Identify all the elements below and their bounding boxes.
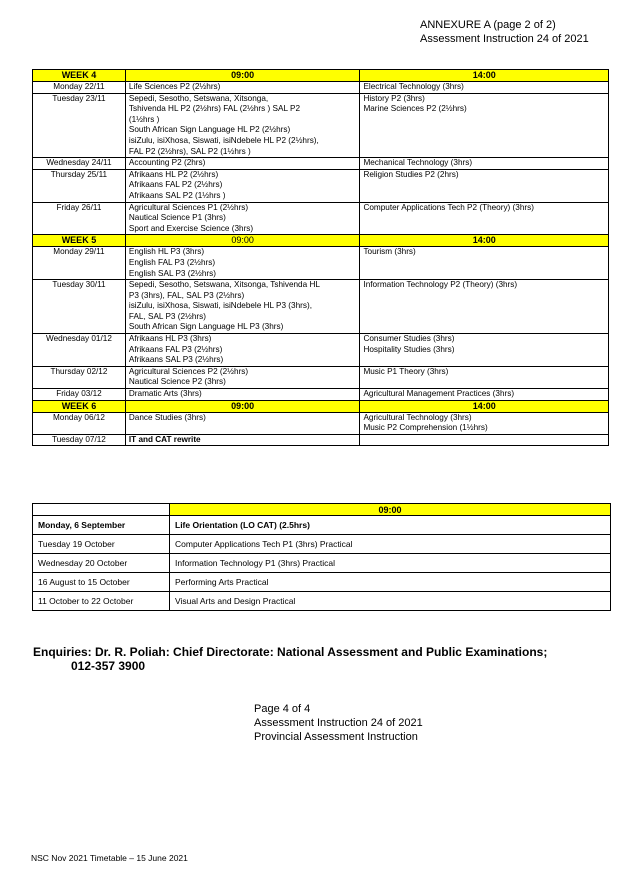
exam-entry: South African Sign Language HL P2 (2½hrs) bbox=[128, 125, 291, 135]
table-row bbox=[33, 516, 611, 535]
exam-entry: Agricultural Sciences P1 (2½hrs) bbox=[128, 202, 249, 212]
annexure-title: ANNEXURE A (page 2 of 2) bbox=[420, 19, 556, 31]
exam-entry: Sport and Exercise Science (3hrs) bbox=[128, 223, 254, 233]
table-row bbox=[33, 202, 609, 235]
exam-entry: Afrikaans HL P3 (3hrs) bbox=[128, 334, 212, 344]
morning-exams bbox=[125, 169, 360, 202]
afternoon-exams bbox=[360, 158, 609, 170]
morning-session-time: 09:00 bbox=[125, 70, 360, 82]
exam-entry: Agricultural Management Practices (3hrs) bbox=[363, 389, 515, 399]
practical-subject: Life Orientation (LO CAT) (2.5hrs) bbox=[170, 516, 611, 535]
exam-entry: Sepedi, Sesotho, Setswana, Xitsonga, Tshivenda HL bbox=[128, 280, 320, 290]
practicals-header-blank bbox=[33, 504, 170, 516]
page-footer bbox=[254, 702, 423, 744]
exam-timetable bbox=[32, 69, 609, 446]
exam-entry: P3 (3hrs), FAL, SAL P3 (2½hrs) bbox=[128, 290, 245, 300]
morning-exams bbox=[125, 412, 360, 434]
afternoon-exams bbox=[360, 334, 609, 367]
exam-entry: English SAL P3 (2½hrs) bbox=[128, 268, 216, 278]
week-header-row bbox=[33, 400, 609, 412]
exam-entry: Agricultural Technology (3hrs) bbox=[363, 412, 472, 422]
exam-entry: Music P1 Theory (3hrs) bbox=[363, 366, 449, 376]
afternoon-exams bbox=[360, 280, 609, 334]
exam-day: Wednesday 24/11 bbox=[33, 158, 126, 170]
afternoon-exams bbox=[360, 247, 609, 280]
exam-entry: Marine Sciences P2 (2½hrs) bbox=[363, 104, 467, 114]
practical-date: 16 August to 15 October bbox=[33, 573, 170, 592]
exam-entry: Electrical Technology (3hrs) bbox=[363, 82, 464, 91]
afternoon-session-time: 14:00 bbox=[360, 235, 609, 247]
exam-entry: Afrikaans SAL P3 (2½hrs) bbox=[128, 355, 224, 365]
exam-entry: Religion Studies P2 (2hrs) bbox=[363, 169, 459, 179]
afternoon-exams bbox=[360, 389, 609, 401]
practical-subject: Performing Arts Practical bbox=[170, 573, 611, 592]
annexure-header bbox=[420, 18, 620, 46]
exam-entry: FAL, SAL P3 (2½hrs) bbox=[128, 311, 206, 321]
table-row bbox=[33, 93, 609, 158]
exam-day: Monday 22/11 bbox=[33, 82, 126, 94]
practical-date: Wednesday 20 October bbox=[33, 554, 170, 573]
table-row bbox=[33, 366, 609, 388]
table-row bbox=[33, 412, 609, 434]
exam-entry: (1½hrs ) bbox=[128, 114, 160, 124]
exam-entry: History P2 (3hrs) bbox=[363, 93, 425, 103]
exam-day: Wednesday 01/12 bbox=[33, 334, 126, 367]
morning-exams bbox=[125, 247, 360, 280]
exam-day: Friday 26/11 bbox=[33, 202, 126, 235]
practical-subject: Information Technology P1 (3hrs) Practical bbox=[170, 554, 611, 573]
exam-entry: English HL P3 (3hrs) bbox=[128, 247, 205, 257]
exam-day: Friday 03/12 bbox=[33, 389, 126, 401]
exam-day: Thursday 02/12 bbox=[33, 366, 126, 388]
afternoon-exams bbox=[360, 169, 609, 202]
exam-entry: South African Sign Language HL P3 (3hrs) bbox=[128, 322, 284, 332]
practical-date: Monday, 6 September bbox=[33, 516, 170, 535]
practicals-time: 09:00 bbox=[170, 504, 611, 516]
practical-subject: Computer Applications Tech P1 (3hrs) Practical bbox=[170, 535, 611, 554]
morning-exams bbox=[125, 93, 360, 158]
exam-entry: Agricultural Sciences P2 (2½hrs) bbox=[128, 366, 249, 376]
exam-entry: Life Sciences P2 (2½hrs) bbox=[128, 82, 221, 91]
exam-entry: Dance Studies (3hrs) bbox=[128, 412, 206, 422]
table-row bbox=[33, 592, 611, 611]
morning-session-time: 09:00 bbox=[125, 400, 360, 412]
exam-day: Thursday 25/11 bbox=[33, 169, 126, 202]
exam-day: Tuesday 23/11 bbox=[33, 93, 126, 158]
table-row bbox=[33, 169, 609, 202]
exam-entry: Dramatic Arts (3hrs) bbox=[128, 389, 202, 399]
exam-day: Monday 06/12 bbox=[33, 412, 126, 434]
exam-entry: Afrikaans SAL P2 (1½hrs ) bbox=[128, 190, 226, 200]
document-reference: NSC Nov 2021 Timetable – 15 June 2021 bbox=[31, 853, 188, 863]
week-label: WEEK 6 bbox=[33, 400, 126, 412]
afternoon-exams bbox=[360, 366, 609, 388]
table-row bbox=[33, 280, 609, 334]
week-header-row bbox=[33, 70, 609, 82]
exam-entry: Afrikaans HL P2 (2½hrs) bbox=[128, 169, 219, 179]
afternoon-exams bbox=[360, 412, 609, 434]
afternoon-exams bbox=[360, 93, 609, 158]
exam-entry: English FAL P3 (2½hrs) bbox=[128, 257, 216, 267]
afternoon-exams bbox=[360, 434, 609, 446]
practicals-header-row bbox=[33, 504, 611, 516]
week-label: WEEK 4 bbox=[33, 70, 126, 82]
exam-entry: IT and CAT rewrite bbox=[128, 434, 201, 444]
table-row bbox=[33, 434, 609, 446]
exam-entry: Afrikaans FAL P3 (2½hrs) bbox=[128, 344, 223, 354]
practical-date: 11 October to 22 October bbox=[33, 592, 170, 611]
exam-day: Tuesday 07/12 bbox=[33, 434, 126, 446]
enquiries bbox=[33, 645, 623, 673]
exam-entry: isiZulu, isiXhosa, Siswati, isiNdebele HL P3 (3hrs), bbox=[128, 301, 312, 311]
morning-exams bbox=[125, 82, 360, 94]
table-row bbox=[33, 389, 609, 401]
table-row bbox=[33, 334, 609, 367]
afternoon-session-time: 14:00 bbox=[360, 400, 609, 412]
page-number: Page 4 of 4 bbox=[254, 703, 311, 715]
instruction-number: Assessment Instruction 24 of 2021 bbox=[420, 33, 589, 45]
morning-exams bbox=[125, 158, 360, 170]
morning-session-time: 09:00 bbox=[125, 235, 360, 247]
enquiries-contact: Enquiries: Dr. R. Poliah: Chief Directorate: National Assessment and Public Examinations; bbox=[33, 645, 548, 659]
enquiries-phone: 012-357 3900 bbox=[71, 659, 146, 673]
table-row bbox=[33, 535, 611, 554]
exam-entry: isiZulu, isiXhosa, Siswati, isiNdebele HL P2 (2½hrs), bbox=[128, 135, 319, 145]
exam-entry: Mechanical Technology (3hrs) bbox=[363, 158, 473, 168]
morning-exams bbox=[125, 389, 360, 401]
practical-date: Tuesday 19 October bbox=[33, 535, 170, 554]
morning-exams bbox=[125, 280, 360, 334]
exam-entry: FAL P2 (2½hrs), SAL P2 (1½hrs ) bbox=[128, 146, 251, 156]
exam-entry: Music P2 Comprehension (1½hrs) bbox=[363, 423, 488, 433]
footer-instruction: Assessment Instruction 24 of 2021 bbox=[254, 717, 423, 729]
afternoon-exams bbox=[360, 82, 609, 94]
week-label: WEEK 5 bbox=[33, 235, 126, 247]
practicals-table bbox=[32, 503, 611, 611]
morning-exams bbox=[125, 202, 360, 235]
morning-exams bbox=[125, 434, 360, 446]
morning-exams bbox=[125, 334, 360, 367]
table-row bbox=[33, 82, 609, 94]
table-row bbox=[33, 158, 609, 170]
exam-entry: Tourism (3hrs) bbox=[363, 247, 416, 257]
table-row bbox=[33, 573, 611, 592]
afternoon-session-time: 14:00 bbox=[360, 70, 609, 82]
exam-entry: Hospitality Studies (3hrs) bbox=[363, 344, 455, 354]
footer-provincial: Provincial Assessment Instruction bbox=[254, 731, 418, 743]
exam-entry: Consumer Studies (3hrs) bbox=[363, 334, 455, 344]
exam-entry: Nautical Science P2 (3hrs) bbox=[128, 377, 226, 387]
exam-day: Monday 29/11 bbox=[33, 247, 126, 280]
exam-entry: Sepedi, Sesotho, Setswana, Xitsonga, bbox=[128, 93, 269, 103]
morning-exams bbox=[125, 366, 360, 388]
exam-entry: Accounting P2 (2hrs) bbox=[128, 158, 206, 168]
exam-entry: Tshivenda HL P2 (2½hrs) FAL (2½hrs ) SAL P2 bbox=[128, 104, 300, 114]
practical-subject: Visual Arts and Design Practical bbox=[170, 592, 611, 611]
table-row bbox=[33, 554, 611, 573]
exam-entry: Afrikaans FAL P2 (2½hrs) bbox=[128, 180, 223, 190]
afternoon-exams bbox=[360, 202, 609, 235]
exam-entry: Information Technology P2 (Theory) (3hrs) bbox=[363, 280, 518, 290]
exam-entry: Nautical Science P1 (3hrs) bbox=[128, 213, 226, 223]
week-header-row bbox=[33, 235, 609, 247]
table-row bbox=[33, 247, 609, 280]
exam-day: Tuesday 30/11 bbox=[33, 280, 126, 334]
exam-entry: Computer Applications Tech P2 (Theory) (3hrs) bbox=[363, 202, 534, 212]
